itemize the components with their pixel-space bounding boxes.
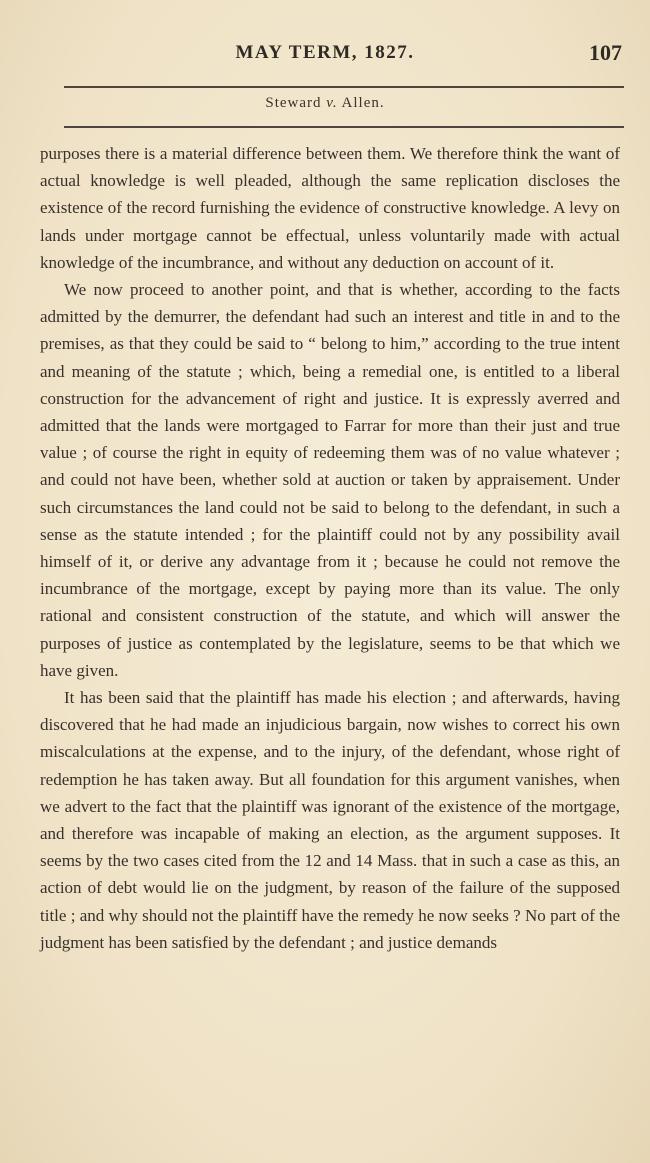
paragraph: We now proceed to another point, and that is whether, according to the facts admitted by the demurrer, the defendant had such an interest and title in and to the premises, as that they could be said to “ belong to him,” according to the true intent and meaning of the statute ; which, being a remedial one, is entitled to a liberal construction for the advancement of right and justice. It is expressly averred and admitted that the lands were mortgaged to Farrar for more than their just and true value ; of course the right in equity of redeeming them was of no value whatever ; and could not have been, whether sold at auction or taken by appraisement. Under such circumstances the land could not be said to belong to the defendant, in such a sense as the statute intended ; for the plaintiff could not by any possibility avail himself of it, or derive any advantage from it ; because he could not remove the incumbrance of the mortgage, except by paying more than its value. The only rational and consistent construction of the statute, and which will answer the purposes of justice as contemplated by the legislature, seems to be that which we have given. — [40, 280, 620, 680]
header-rule-top — [64, 86, 624, 88]
paragraph-continued: purposes there is a material difference between them. We therefore think the want of actual knowledge is well pleaded, although the same replication discloses the existence of the record furnishing the evidence of constructive knowledge. A levy on lands under mortgage cannot be effectual, unless voluntarily made with actual knowledge of the incumbrance, and without any deduction on account of it. — [40, 144, 620, 272]
case-versus: v. — [326, 95, 338, 111]
case-name — [0, 95, 650, 112]
body-text — [40, 140, 620, 956]
case-party-defendant: Allen. — [341, 95, 385, 111]
header-rule-bottom — [64, 126, 624, 128]
paragraph: It has been said that the plaintiff has made his election ; and afterwards, having discovered that he had made an injudicious bargain, now wishes to correct his own miscalculations at the expense, and to the injury, of the defendant, whose right of redemption he has taken away. But all foundation for this argument vanishes, when we advert to the fact that the plaintiff was ignorant of the existence of the mortgage, and therefore was incapable of making an election, as the argument supposes. It seems by the two cases cited from the 12 and 14 Mass. that in such a case as this, an action of debt would lie on the judgment, by reason of the failure of the supposed title ; and why should not the plaintiff have the remedy he now seeks ? No part of the judgment has been satisfied by the defendant ; and justice demands — [40, 688, 620, 952]
case-party-plaintiff: Steward — [265, 95, 322, 111]
running-title: MAY TERM, 1827. — [235, 42, 415, 63]
page-number: 107 — [589, 40, 622, 65]
running-head — [0, 42, 650, 72]
